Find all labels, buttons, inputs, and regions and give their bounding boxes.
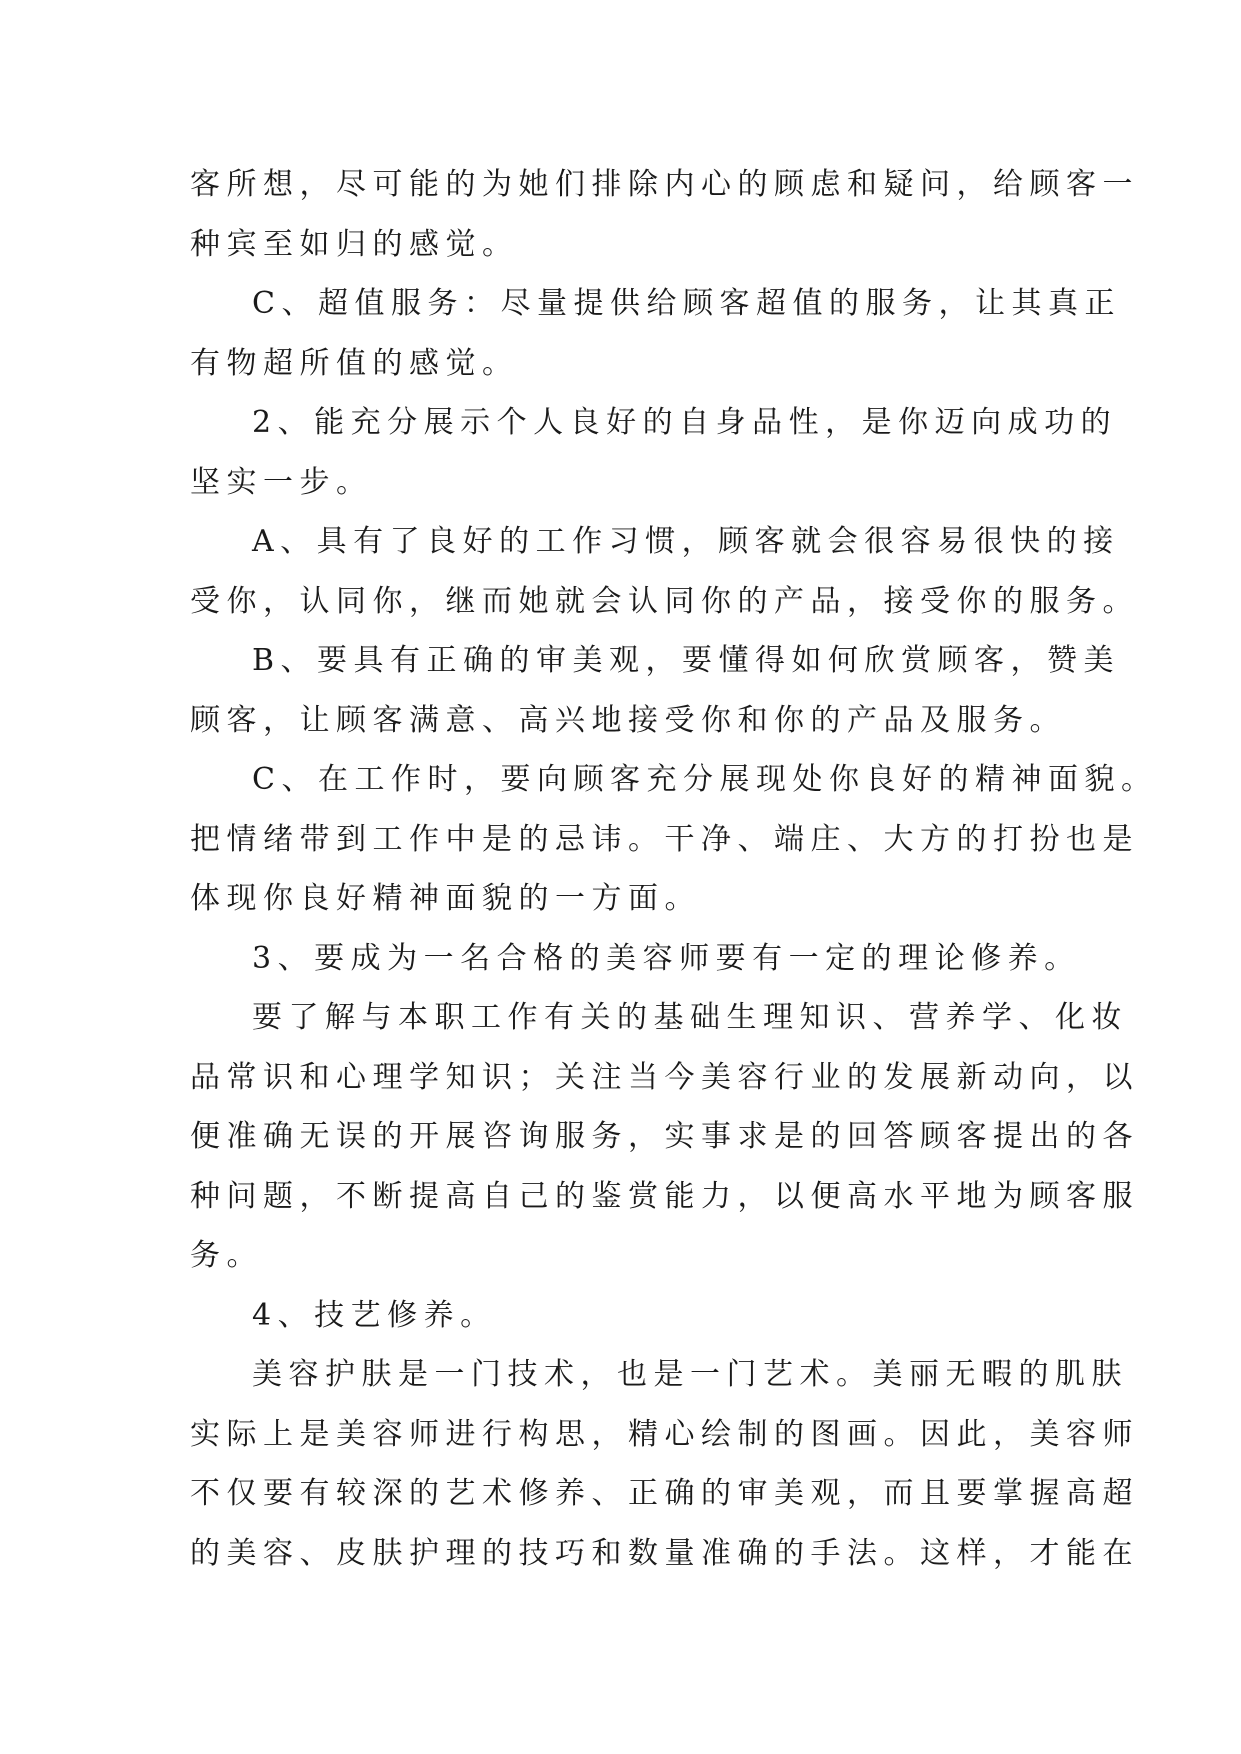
paragraph-first-line: 4、技艺修养。 xyxy=(252,1297,497,1333)
paragraph-line: 实际上是美容师进行构思，精心绘制的图画。因此，美容师 xyxy=(190,1416,1139,1452)
paragraph-first-line: C、在工作时，要向顾客充分展现处你良好的精神面貌。 xyxy=(252,762,1158,797)
paragraph-line: 体现你良好精神面貌的一方面。 xyxy=(190,881,701,916)
paragraph-line: 坚实一步。 xyxy=(190,464,373,500)
document-body xyxy=(190,155,1158,1583)
paragraph-line: 不仅要有较深的艺术修养、正确的审美观，而且要掌握高超 xyxy=(190,1476,1139,1511)
paragraph-line: 把情绪带到工作中是的忌讳。干净、端庄、大方的打扮也是 xyxy=(190,821,1139,857)
paragraph-line: 受你，认同你，继而她就会认同你的产品，接受你的服务。 xyxy=(190,583,1139,619)
paragraph-line: 务。 xyxy=(190,1238,263,1273)
paragraph-line: 客所想，尽可能的为她们排除内心的顾虑和疑问，给顾客一 xyxy=(190,167,1139,202)
paragraph-line: 便准确无误的开展咨询服务，实事求是的回答顾客提出的各 xyxy=(190,1119,1139,1154)
paragraph-line: 种宾至如归的感觉。 xyxy=(190,226,519,262)
paragraph-first-line: C、超值服务：尽量提供给顾客超值的服务，让其真正 xyxy=(252,286,1121,321)
paragraph-line: 的美容、皮肤护理的技巧和数量准确的手法。这样，才能在 xyxy=(190,1535,1139,1571)
paragraph-first-line: 2、能充分展示个人良好的自身品性，是你迈向成功的 xyxy=(252,405,1118,440)
paragraph-line: 种问题，不断提高自己的鉴赏能力，以便高水平地为顾客服 xyxy=(190,1178,1139,1214)
paragraph-first-line: B、要具有正确的审美观，要懂得如何欣赏顾客，赞美 xyxy=(252,643,1121,678)
paragraph-first-line: A、具有了良好的工作习惯，顾客就会很容易很快的接 xyxy=(252,524,1120,559)
paragraph-line: 品常识和心理学知识；关注当今美容行业的发展新动向，以 xyxy=(190,1059,1139,1095)
paragraph-first-line: 3、要成为一名合格的美容师要有一定的理论修养。 xyxy=(252,940,1081,976)
paragraph-first-line: 美容护肤是一门技术，也是一门艺术。美丽无暇的肌肤 xyxy=(252,1357,1128,1392)
paragraph-first-line: 要了解与本职工作有关的基础生理知识、营养学、化妆 xyxy=(252,1000,1128,1035)
paragraph-line: 顾客，让顾客满意、高兴地接受你和你的产品及服务。 xyxy=(190,702,1066,738)
paragraph-line: 有物超所值的感觉。 xyxy=(190,345,519,381)
